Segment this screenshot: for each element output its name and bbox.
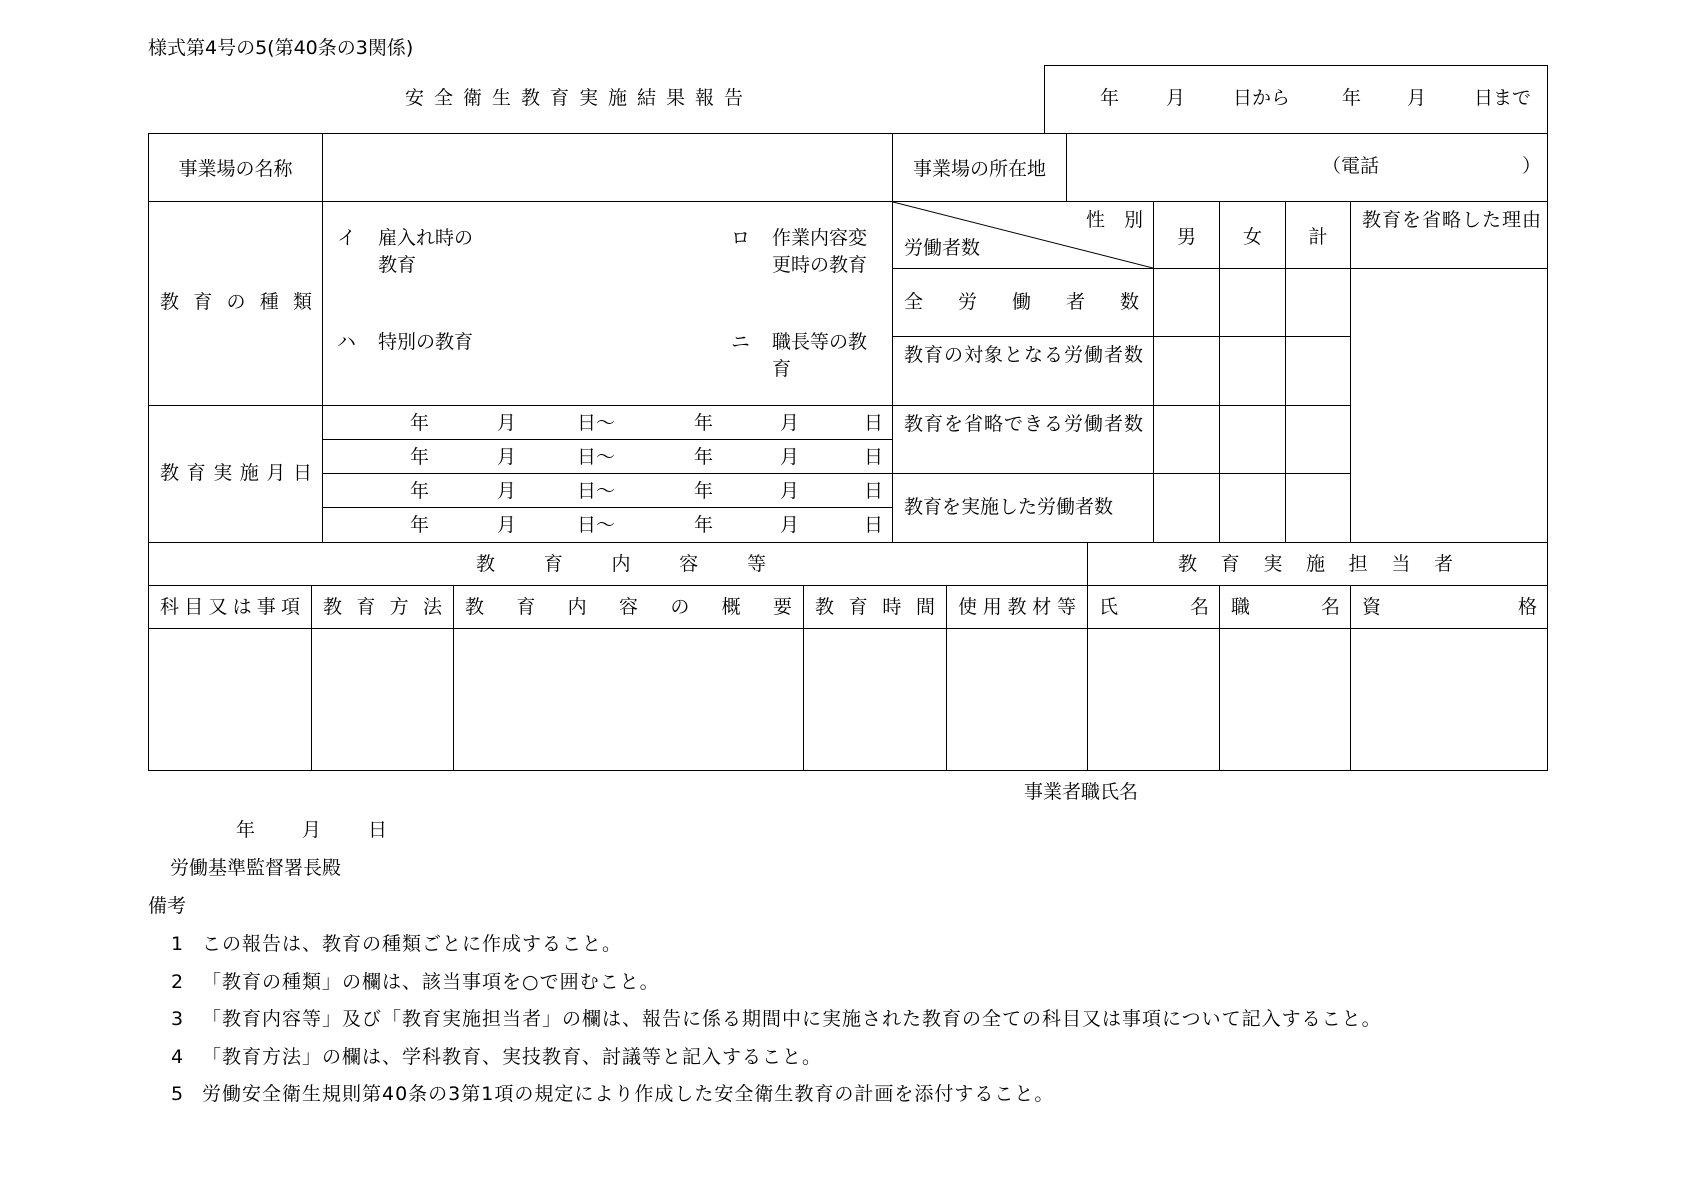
date-row-d_from: 日～ (577, 412, 616, 434)
omittable-workers-total[interactable] (1285, 405, 1351, 474)
employer-label: 事業者職氏名 (1024, 781, 1139, 803)
option-i-text[interactable]: 雇入れ時の (378, 227, 474, 249)
target-workers-female[interactable] (1219, 336, 1286, 406)
date-day: 日 (368, 819, 388, 841)
date-row-y2: 年 (694, 446, 714, 468)
trained-workers-female[interactable] (1219, 473, 1286, 543)
target-workers-total[interactable] (1285, 336, 1351, 406)
target-workers-label: 教育の対象となる労働者数 (904, 344, 1145, 366)
date-row-m: 月 (497, 480, 517, 502)
workplace-location-label: 事業場の所在地 (892, 133, 1067, 202)
date-row-y: 年 (410, 480, 430, 502)
workplace-name-label: 事業場の名称 (148, 133, 323, 202)
date-row-d2: 日 (864, 412, 884, 434)
qual-char-2: 格 (1517, 596, 1537, 618)
gender-label: 性 別 (1085, 209, 1143, 231)
post-char-2: 名 (1320, 596, 1340, 618)
note-text: 「教育内容等」及び「教育実施担当者」の欄は、報告に係る期間中に実施された教育の全ての科目又は事項について記入すること。 (202, 1008, 1382, 1030)
period-month-to: 月 (1407, 87, 1427, 109)
addressee: 労働基準監督署長殿 (170, 857, 342, 879)
education-dates-label: 教育実施月日 (160, 462, 312, 484)
date-row-d_from: 日～ (577, 480, 616, 502)
name-char-2: 名 (1189, 596, 1209, 618)
column-header-subject (148, 585, 312, 629)
trained-workers-label-cell (892, 473, 1154, 543)
content-field-hours[interactable] (803, 628, 947, 771)
column-header-label: 科目又は事項 (160, 596, 300, 618)
option-ni-text[interactable]: 職長等の教 (772, 331, 868, 353)
phone-close: ） (1522, 155, 1542, 177)
target-workers-male[interactable] (1153, 336, 1220, 406)
content-field-subject[interactable] (148, 628, 312, 771)
note-number: 4 (171, 1045, 184, 1068)
qual-char-1: 資 (1362, 596, 1382, 618)
workplace-location-field[interactable] (1066, 133, 1548, 202)
content-field-method[interactable] (311, 628, 454, 771)
omittable-workers-label: 教育を省略できる労働者数 (904, 413, 1145, 435)
worker-count-label: 労働者数 (904, 237, 981, 259)
phone-label: （電話 (1322, 155, 1380, 177)
instructor-name-field[interactable] (1087, 628, 1220, 771)
date-row-m: 月 (497, 514, 517, 536)
omittable-workers-female[interactable] (1219, 405, 1286, 474)
note-text: この報告は、教育の種類ごとに作成すること。 (202, 933, 623, 955)
column-header-label: 教育時間 (815, 596, 935, 618)
female-header: 女 (1219, 201, 1286, 269)
date-row[interactable] (322, 439, 893, 474)
education-type-label: 教育の種類 (160, 291, 312, 313)
workers-header-diagonal (892, 201, 1154, 269)
option-ro-text2: 更時の教育 (772, 254, 868, 276)
column-header-summary (453, 585, 804, 629)
option-ni-mark: ニ (731, 331, 751, 353)
date-year: 年 (236, 819, 256, 841)
column-header-label: 使用教材等 (958, 596, 1076, 618)
education-type-label-cell (148, 201, 323, 406)
note-number: 1 (171, 933, 184, 955)
trained-workers-male[interactable] (1153, 473, 1220, 543)
date-row-m2: 月 (780, 514, 800, 536)
date-month: 月 (302, 819, 322, 841)
instructor-header: 教育実施担当者 (1178, 553, 1453, 575)
date-row-m2: 月 (780, 412, 800, 434)
name-char-1: 氏 (1099, 596, 1119, 618)
date-row-y: 年 (410, 446, 430, 468)
post-char-1: 職 (1231, 596, 1251, 618)
instructor-qualification-header (1350, 585, 1548, 629)
date-row-m: 月 (497, 446, 517, 468)
date-row-d2: 日 (864, 480, 884, 502)
omission-reason-field[interactable] (1350, 268, 1548, 543)
content-field-materials[interactable] (946, 628, 1088, 771)
column-header-hours (803, 585, 947, 629)
omission-reason-header (1350, 201, 1548, 269)
date-row-m2: 月 (780, 480, 800, 502)
date-row-y: 年 (410, 412, 430, 434)
period-day-from: 日から (1233, 87, 1291, 109)
date-row[interactable] (322, 405, 893, 440)
content-header-cell (148, 542, 1088, 586)
form-title: 安全衛生教育実施結果報告 (405, 87, 754, 109)
instructor-post-header (1219, 585, 1351, 629)
date-row-y2: 年 (694, 514, 714, 536)
omission-reason-label: 教育を省略した理由 (1362, 209, 1543, 231)
all-workers-label-cell (892, 268, 1154, 337)
instructor-qualification-field[interactable] (1350, 628, 1548, 771)
trained-workers-label: 教育を実施した労働者数 (904, 496, 1114, 518)
total-header: 計 (1285, 201, 1351, 269)
form-number: 様式第4号の5(第40条の3関係) (148, 37, 414, 59)
date-row-d_from: 日～ (577, 514, 616, 536)
all-workers-label: 全労働者数 (904, 291, 1139, 313)
all-workers-total[interactable] (1285, 268, 1351, 337)
note-number: 5 (171, 1083, 184, 1105)
content-header: 教育内容等 (476, 553, 766, 575)
column-header-method (311, 585, 454, 629)
instructor-post-field[interactable] (1219, 628, 1351, 771)
date-row-y2: 年 (694, 412, 714, 434)
all-workers-male[interactable] (1153, 268, 1220, 337)
option-ha-text[interactable]: 特別の教育 (378, 331, 474, 353)
date-row[interactable] (322, 507, 893, 543)
period-day-to: 日まで (1474, 87, 1532, 109)
instructor-header-cell (1087, 542, 1548, 586)
period-year-to: 年 (1342, 87, 1362, 109)
trained-workers-total[interactable] (1285, 473, 1351, 543)
note-text: 労働安全衛生規則第40条の3第1項の規定により作成した安全衛生教育の計画を添付すること。 (202, 1083, 1055, 1105)
date-row-d2: 日 (864, 446, 884, 468)
period-year-from: 年 (1100, 87, 1120, 109)
education-dates-label-cell (148, 405, 323, 543)
option-ro-mark: ロ (731, 227, 751, 249)
date-row-d_from: 日～ (577, 446, 616, 468)
target-workers-label-cell (892, 336, 1154, 406)
date-row-m: 月 (497, 412, 517, 434)
notes-label: 備考 (148, 895, 187, 917)
note-number: 2 (171, 970, 184, 993)
note-text: 「教育方法」の欄は、学科教育、実技教育、討議等と記入すること。 (202, 1045, 823, 1068)
omittable-workers-label-cell (892, 405, 1154, 474)
option-ni-text2: 育 (772, 358, 792, 380)
education-type-options[interactable] (322, 201, 893, 406)
date-row-y2: 年 (694, 480, 714, 502)
content-field-summary[interactable] (453, 628, 804, 771)
period-box (1044, 65, 1548, 134)
option-i-mark: イ (337, 227, 357, 249)
date-row-y: 年 (410, 514, 430, 536)
period-month-from: 月 (1166, 87, 1186, 109)
note-text: 「教育の種類」の欄は、該当事項を○で囲むこと。 (202, 970, 660, 993)
all-workers-female[interactable] (1219, 268, 1286, 337)
instructor-name-header (1087, 585, 1220, 629)
omittable-workers-male[interactable] (1153, 405, 1220, 474)
option-ha-mark: ハ (337, 331, 357, 353)
male-header: 男 (1153, 201, 1220, 269)
date-row-m2: 月 (780, 446, 800, 468)
option-ro-text[interactable]: 作業内容変 (772, 227, 868, 249)
option-i-text2: 教育 (378, 254, 417, 276)
date-row-d2: 日 (864, 514, 884, 536)
column-header-label: 教育方法 (323, 596, 442, 618)
workplace-name-field[interactable] (322, 133, 893, 202)
column-header-label: 教育内容の概要 (465, 596, 792, 618)
column-header-materials (946, 585, 1088, 629)
note-number: 3 (171, 1008, 184, 1030)
date-row[interactable] (322, 473, 893, 508)
